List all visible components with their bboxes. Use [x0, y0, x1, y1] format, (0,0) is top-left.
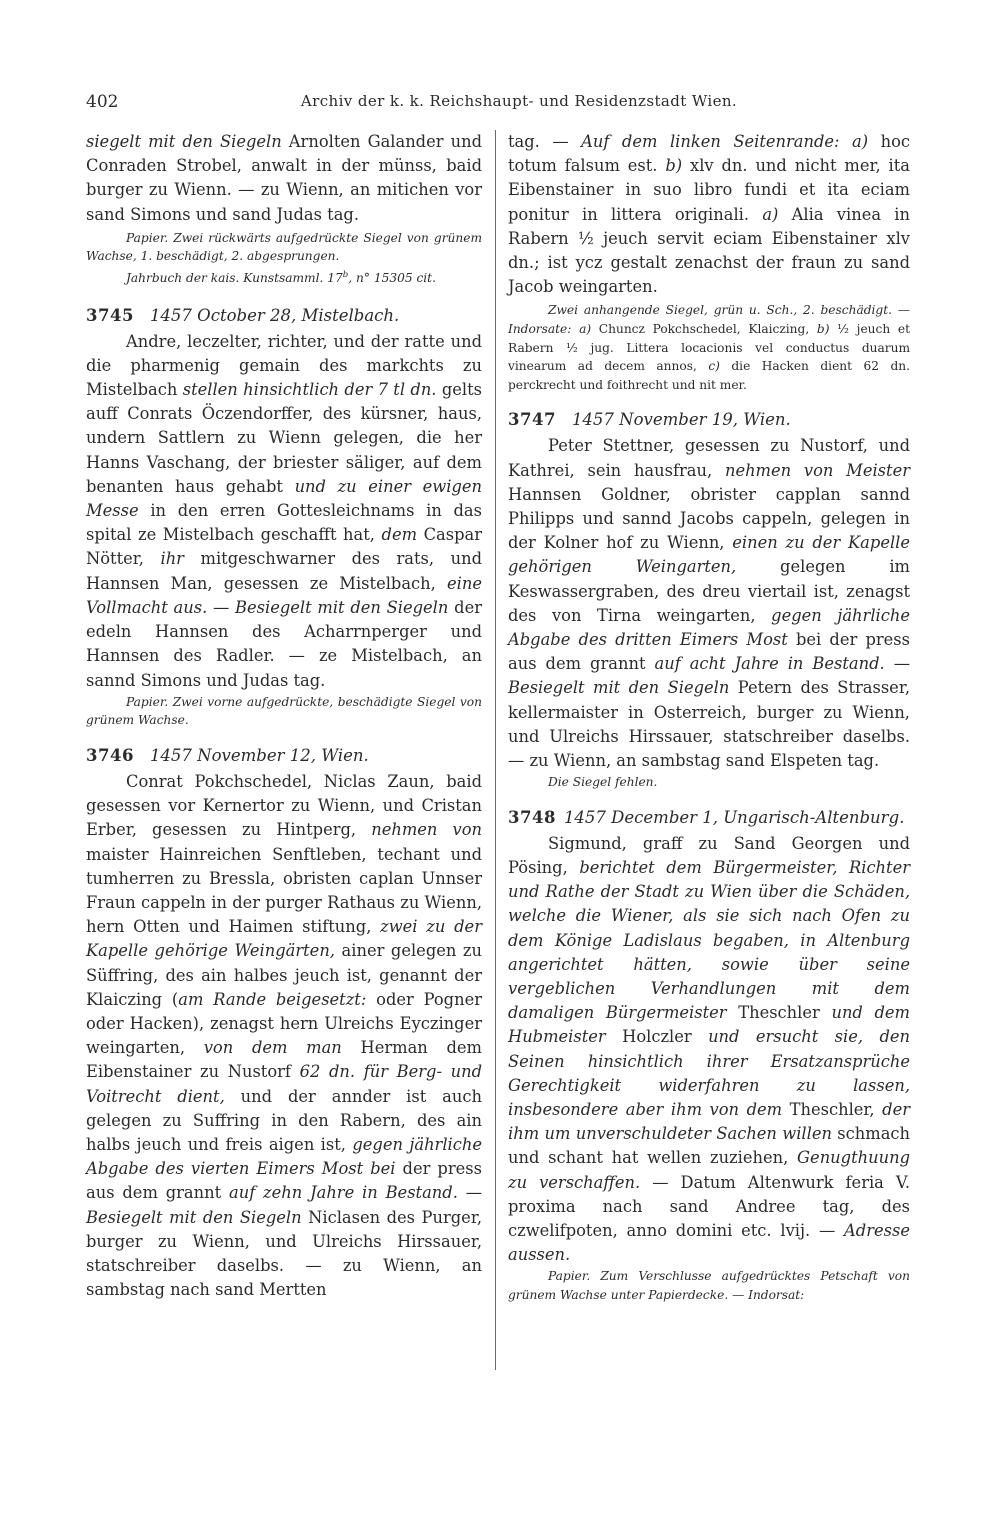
italic-run: und dem Hubmeister	[508, 1003, 910, 1047]
running-title: Archiv der k. k. Reichshaupt- und Residenzstadt Wien.	[300, 92, 738, 110]
text-run: xlv dn. und nicht mer, ita Eibenstainer in suo libro fundi et ita eciam ponitur in littera originali.	[508, 156, 910, 224]
italic-run: einen zu der Kapelle gehörigen Weingarten,	[508, 533, 911, 577]
text-run: Andre, leczelter, richter, und der ratte und die pharmenig gemain des markchts zu Mistelbach	[86, 331, 482, 400]
italic-run: Die Siegel fehlen.	[548, 775, 658, 790]
italic-run: Jahrbuch der kais. Kunstsamml. 17	[126, 271, 343, 286]
text-run: Conrat Pokchschedel, Niclas Zaun, baid gesessen vor Kernertor zu Wienn, und Cristan Erber, gesessen zu Hintperg,	[86, 771, 482, 840]
text-run: tag. —	[508, 132, 582, 151]
italic-run: gegen jährliche Abgabe des dritten Eimers Most	[508, 605, 910, 650]
entry-date: 1457 November 19, Wien.	[571, 410, 791, 430]
text-run: der edeln Hannsen des Acharrnperger und Hannsen des Radler. — ze Mistelbach, an sannd Simons und Judas tag.	[86, 597, 482, 690]
italic-run: nehmen von Meister	[724, 460, 910, 480]
italic-run: und zu einer ewigen Messe	[86, 476, 482, 521]
text-run: mitgeschwarner des rats, und Hannsen Man, gesessen ze Mistelbach,	[86, 549, 482, 593]
citation-note	[86, 266, 482, 288]
italic-run: b)	[816, 322, 830, 337]
text-run: maister Hainreichen Senftleben, techant und tumherren zu Bressla, obristen caplan Unnser Fraun cappeln in der purger Rathaus zu Wienn, hern Otten und Haimen stiftung,	[86, 844, 482, 937]
text-run: bei der press aus dem grannt	[508, 630, 910, 674]
italic-run: von dem man	[203, 1038, 342, 1058]
italic-run: nehmen von	[371, 820, 482, 840]
entry-note	[508, 1267, 910, 1304]
entry-date: 1457 December 1, Ungarisch-Altenburg.	[563, 807, 905, 827]
italic-run: siegelt mit den Siegeln	[86, 132, 282, 151]
text-run: Theschler,	[782, 1100, 883, 1120]
right-column	[508, 130, 910, 1305]
italic-run: berichtet dem Bürgermeister, Richter und Rathe der Stadt zu Wien über die Schäden, welche die Wiener, als sie sich nach Ofen zu dem Könige Ladislaus begaben, in Altenburg angerichtet hätten, sowie über seine vergeblichen Verhandlungen mit dem damaligen Bürgermeister	[508, 858, 911, 1023]
entry-number: 3748	[508, 807, 556, 827]
source-note	[508, 301, 910, 394]
italic-run: stellen hinsichtlich der 7 tl dn.	[182, 380, 437, 400]
italic-run: zwei zu der Kapelle gehörige Weingärten,	[86, 917, 482, 961]
italic-run: Adresse aussen.	[508, 1221, 910, 1265]
text-run: ½ jeuch et Rabern ½ jug. Littera locacionis vel conductus duarum vinearum ad decem annos,	[508, 322, 910, 374]
entry-date: 1457 November 12, Wien.	[149, 745, 369, 765]
text-run: Hannsen Goldner, obrister capplan sannd Philipps und sannd Jacobs cappeln, gelegen in der Kolner hof zu Wienn,	[508, 484, 910, 553]
entry-heading	[508, 408, 910, 432]
text-run: Herman dem Eibenstainer zu Nustorf	[86, 1038, 482, 1082]
entry-heading	[86, 744, 482, 768]
entry-heading	[86, 304, 482, 328]
italic-run: c)	[708, 359, 720, 374]
continued-text	[86, 130, 482, 227]
italic-run: 62 dn. für Berg- und Voitrecht dient,	[86, 1062, 482, 1106]
italic-run: Papier. Zum Verschlusse aufgedrücktes Petschaft von grünem Wachse unter Papierdecke. — Indorsat:	[508, 1269, 910, 1303]
text-run: und der annder ist auch gelegen zu Suffring in den Rabern, des ain halbs jeuch und freis aigen ist,	[86, 1086, 482, 1154]
entry-3746	[86, 744, 482, 1302]
entry-3745	[86, 304, 482, 730]
column-divider	[495, 130, 496, 1370]
italic-run: eine Vollmacht aus. — Besiegelt mit den Siegeln	[86, 573, 482, 617]
left-column	[86, 130, 482, 1302]
entry-heading	[508, 806, 910, 830]
text-run: gelegen im Keswassergraben, des dreu viertail ist, zenagst des von Tirna weingarten,	[508, 557, 910, 625]
text-run: gelts auff Conrats Öczendorffer, des kürsner, haus, undern Sattlern zu Wienn gelegen, die her Hanns Vaschang, der briester säliger, auf dem benanten haus gehabt	[86, 380, 483, 496]
text-run: Sigmund, graff zu Sand Georgen und Pösing,	[508, 833, 910, 878]
text-run: schmach und schant hat wellen zuziehen,	[508, 1124, 911, 1168]
page-header	[86, 92, 912, 116]
italic-run: der ihm um unverschuldeter Sachen willen	[508, 1100, 910, 1144]
text-run: in den erren Gottesleichnams in das spital ze Mistelbach geschafft hat,	[86, 501, 482, 545]
text-run: oder Pogner oder Hacken), zenagst hern Ulreichs Eyczinger weingarten,	[86, 989, 483, 1058]
italic-run: Papier. Zwei rückwärts aufgedrückte Siegel von grünem Wachse, 1. beschädigt, 2. abgesprungen.	[86, 230, 482, 264]
italic-run: am Rande beigesetzt:	[178, 989, 367, 1009]
italic-run: a)	[762, 204, 779, 224]
text-run: Arnolten Galander und Conraden Strobel, anwalt in der münss, baid burger zu Wienn. — zu Wienn, an mitichen vor sand Simons und sand Judas tag.	[86, 132, 482, 224]
italic-run: gegen jährliche Abgabe des vierten Eimers Most bei	[86, 1134, 482, 1179]
entry-note	[508, 773, 910, 792]
italic-run: und ersucht sie, den Seinen hinsichtlich ihrer Ersatzansprüche Gerechtigkeit widerfahren zu lassen, insbesondere aber ihm von dem	[508, 1027, 910, 1120]
page-number: 402	[86, 92, 119, 112]
italic-run: b)	[665, 156, 683, 176]
entry-body	[508, 832, 910, 1268]
entry-body	[86, 330, 482, 693]
entry-body	[508, 434, 910, 773]
source-note	[86, 229, 482, 266]
text-run: die Hacken dient 62 dn. perckrecht und foithrecht und nit mer.	[508, 359, 910, 392]
italic-run: Genugthuung zu verschaffen.	[508, 1148, 910, 1192]
entry-date: 1457 October 28, Mistelbach.	[149, 305, 400, 325]
text-run: hoc totum falsum est.	[508, 132, 910, 176]
continued-text	[508, 130, 910, 299]
text-run: Alia vinea in Rabern ½ jeuch servit eciam Eibenstainer xlv dn.; ist ycz gestalt zenachst der fraun zu sand Jacob weingarten.	[508, 204, 910, 297]
text-run: Niclasen des Purger, burger zu Wienn, und Ulreichs Hirssauer, statschreiber daselbs. — zu Wienn, an sambstag nach sand Mertten	[86, 1207, 482, 1300]
italic-run: auf acht Jahre in Bestand. — Besiegelt mit den Siegeln	[508, 654, 910, 698]
italic-run: dem	[381, 525, 418, 545]
text-run: Holczler	[605, 1027, 709, 1047]
entry-number: 3747	[508, 410, 556, 430]
italic-run: , n° 15305 cit.	[348, 271, 436, 286]
text-run: Theschler	[726, 1003, 832, 1023]
text-run: Chuncz Pokchschedel, Klaiczing,	[591, 322, 817, 337]
entry-number: 3746	[86, 745, 134, 765]
entry-body	[86, 770, 482, 1302]
text-run: ainer gelegen zu Süffring, des ain halbes jeuch ist, genannt der Klaiczing (	[86, 941, 482, 1009]
text-run: Petern des Strasser, kellermaister in Osterreich, burger zu Wienn, und Ulreichs Hirssauer, statschreiber daselbs. — zu Wienn, an sambstag sand Elspeten tag.	[508, 678, 910, 771]
italic-run: auf zehn Jahre in Bestand. — Besiegelt mit den Siegeln	[86, 1183, 482, 1227]
entry-number: 3745	[86, 305, 134, 325]
entry-3747	[508, 408, 910, 791]
entry-note	[86, 693, 482, 730]
italic-run: Papier. Zwei vorne aufgedrückte, beschädigte Siegel von grünem Wachse.	[86, 694, 482, 728]
italic-run: ihr	[160, 549, 184, 569]
text-run: Peter Stettner, gesessen zu Nustorf, und Kathrei, sein hausfrau,	[508, 436, 910, 480]
text-run: der press aus dem grannt	[86, 1159, 482, 1203]
text-run: — Datum Altenwurk feria V. proxima nach sand Andree tag, des czwelifpoten, anno domini etc. lvij. —	[508, 1172, 911, 1241]
italic-run: Auf dem linken Seitenrande: a)	[581, 132, 869, 151]
text-run: Caspar Nötter,	[86, 525, 482, 569]
italic-run: Zwei anhangende Siegel, grün u. Sch., 2. beschädigt. — Indorsate: a)	[508, 303, 910, 337]
italic-run: b	[342, 270, 349, 280]
entry-3748	[508, 806, 910, 1305]
